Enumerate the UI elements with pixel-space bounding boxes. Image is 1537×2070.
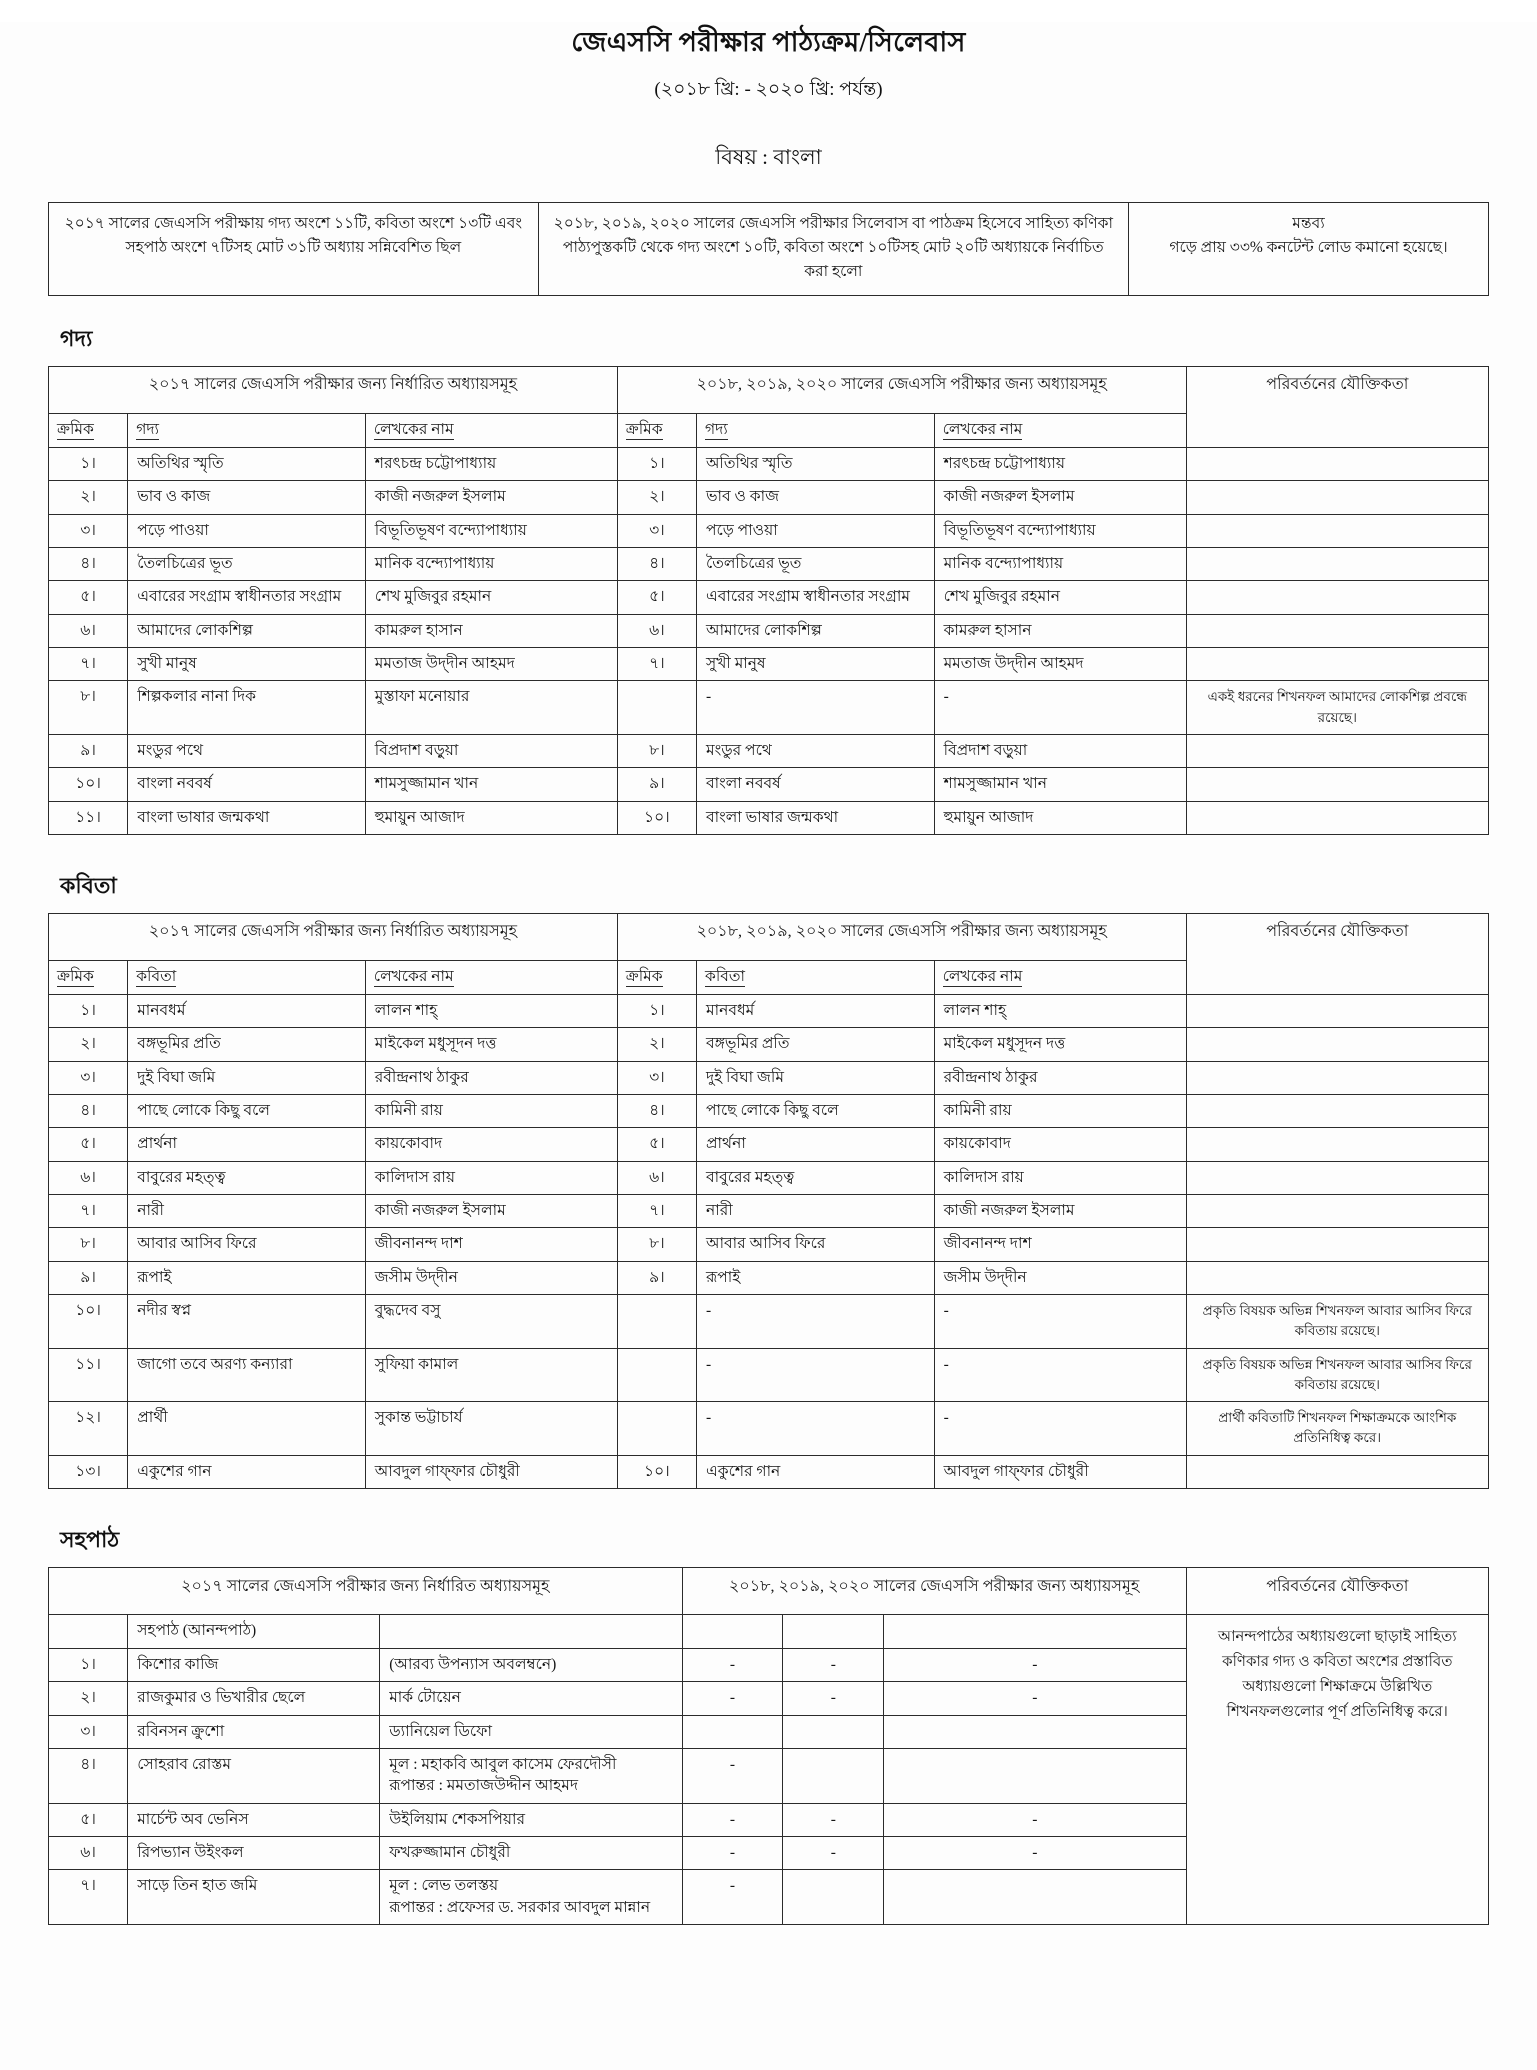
poetry-table — [48, 913, 1489, 1489]
prose-new-serial: ৮। — [617, 734, 696, 767]
prose-new-title: ভাব ও কাজ — [696, 481, 934, 514]
prose-old-serial: ৬। — [49, 614, 128, 647]
poetry-new-author: - — [934, 1295, 1186, 1349]
supp-title: কিশোর কাজি — [128, 1648, 380, 1681]
supp-justification-head: পরিবর্তনের যৌক্তিকতা — [1186, 1568, 1488, 1615]
table-row — [49, 994, 1489, 1027]
poetry-table-wrapper — [0, 913, 1537, 1489]
poetry-old-title: বাবুরের মহত্ত্ব — [128, 1161, 366, 1194]
prose-justification — [1186, 514, 1488, 547]
supplementary-table-wrapper — [0, 1567, 1537, 1925]
table-row — [49, 1615, 1489, 1648]
poetry-new-author: কায়কোবাদ — [934, 1128, 1186, 1161]
prose-justification — [1186, 768, 1488, 801]
supp-col1 — [682, 1715, 783, 1748]
poetry-new-serial: ৭। — [617, 1195, 696, 1228]
prose-old-title: বাংলা ভাষার জন্মকথা — [128, 801, 366, 834]
poetry-old-title: নদীর স্বপ্ন — [128, 1295, 366, 1349]
poetry-old-title: আবার আসিব ফিরে — [128, 1228, 366, 1261]
prose-new-serial: ৫। — [617, 581, 696, 614]
poetry-old-author: সুফিয়া কামাল — [365, 1348, 617, 1402]
poetry-new-author-head: লেখকের নাম — [934, 961, 1186, 994]
poetry-old-serial: ৭। — [49, 1195, 128, 1228]
supp-col2 — [783, 1870, 884, 1925]
poetry-old-serial: ১১। — [49, 1348, 128, 1402]
summary-new-syllabus: ২০১৮, ২০১৯, ২০২০ সালের জেএসসি পরীক্ষার সিলেবাস বা পাঠক্রম হিসেবে সাহিত্য কণিকা পাঠ্যপুস্তকটি থেকে গদ্য অংশে ১০টি, কবিতা অংশে ১০টিসহ মোট ২০টি অধ্যায়কে নির্বাচিত করা হলো — [538, 203, 1128, 296]
prose-old-title: আমাদের লোকশিল্প — [128, 614, 366, 647]
poetry-new-title: - — [696, 1348, 934, 1402]
prose-old-author-head: লেখকের নাম — [365, 414, 617, 447]
prose-new-author: - — [934, 681, 1186, 735]
poetry-new-serial: ৪। — [617, 1094, 696, 1127]
prose-table-wrapper — [0, 366, 1537, 835]
prose-new-serial: ৪। — [617, 547, 696, 580]
prose-old-title: পড়ে পাওয়া — [128, 514, 366, 547]
supp-author: (আরব্য উপন্যাস অবলম্বনে) — [380, 1648, 682, 1681]
document-page — [0, 22, 1537, 2070]
poetry-justification — [1186, 1161, 1488, 1194]
prose-new-author: শামসুজ্জামান খান — [934, 768, 1186, 801]
prose-old-author: বিপ্রদাশ বড়ুয়া — [365, 734, 617, 767]
table-row — [49, 481, 1489, 514]
supp-col2 — [783, 1748, 884, 1803]
prose-old-title: অতিথির স্মৃতি — [128, 447, 366, 480]
supp-col2: - — [783, 1803, 884, 1836]
supp-title: সাড়ে তিন হাত জমি — [128, 1870, 380, 1925]
poetry-old-serial: ৮। — [49, 1228, 128, 1261]
summary-table — [48, 202, 1489, 296]
poetry-old-title: দুই বিঘা জমি — [128, 1061, 366, 1094]
prose-old-author: মমতাজ উদ্‌দীন আহমদ — [365, 648, 617, 681]
poetry-old-serial: ১২। — [49, 1402, 128, 1456]
prose-old-group-head: ২০১৭ সালের জেএসসি পরীক্ষার জন্য নির্ধারিত অধ্যায়সমূহ — [49, 367, 618, 414]
poetry-new-title: - — [696, 1402, 934, 1456]
poetry-old-author: জসীম উদ্‌দীন — [365, 1261, 617, 1294]
table-row — [49, 734, 1489, 767]
prose-new-serial: ৭। — [617, 648, 696, 681]
poetry-old-author-head: লেখকের নাম — [365, 961, 617, 994]
table-row — [49, 1455, 1489, 1488]
table-row — [49, 1128, 1489, 1161]
prose-new-title: এবারের সংগ্রাম স্বাধীনতার সংগ্রাম — [696, 581, 934, 614]
prose-old-serial: ২। — [49, 481, 128, 514]
poetry-old-author: কাজী নজরুল ইসলাম — [365, 1195, 617, 1228]
supp-col3: - — [884, 1648, 1186, 1681]
table-row — [49, 1195, 1489, 1228]
poetry-justification — [1186, 1455, 1488, 1488]
poetry-new-author: জীবনানন্দ দাশ — [934, 1228, 1186, 1261]
prose-new-author: হুমায়ুন আজাদ — [934, 801, 1186, 834]
poetry-justification — [1186, 1195, 1488, 1228]
prose-old-title: শিল্পকলার নানা দিক — [128, 681, 366, 735]
prose-new-serial: ৬। — [617, 614, 696, 647]
supp-col2: - — [783, 1837, 884, 1870]
poetry-new-serial-head: ক্রমিক — [617, 961, 696, 994]
supp-serial: ৪। — [49, 1748, 128, 1803]
table-row — [49, 681, 1489, 735]
poetry-justification — [1186, 994, 1488, 1027]
prose-new-title: অতিথির স্মৃতি — [696, 447, 934, 480]
table-row — [49, 1161, 1489, 1194]
supp-subhead-blank — [682, 1615, 783, 1648]
poetry-old-serial: ৫। — [49, 1128, 128, 1161]
supp-subhead: সহপাঠ (আনন্দপাঠ) — [128, 1615, 380, 1648]
remark-text: গড়ে প্রায় ৩৩% কনটেন্ট লোড কমানো হয়েছে। — [1169, 239, 1448, 257]
poetry-justification: প্রকৃতি বিষয়ক অভিন্ন শিখনফল আবার আসিব ফিরে কবিতায় রয়েছে। — [1186, 1295, 1488, 1349]
prose-new-title: - — [696, 681, 934, 735]
supp-title: মার্চেন্ট অব ভেনিস — [128, 1803, 380, 1836]
prose-new-title: বাংলা নববর্ষ — [696, 768, 934, 801]
supp-col1: - — [682, 1682, 783, 1715]
poetry-new-serial: ৫। — [617, 1128, 696, 1161]
prose-justification — [1186, 581, 1488, 614]
supp-title: রাজকুমার ও ভিখারীর ছেলে — [128, 1682, 380, 1715]
poetry-justification — [1186, 1261, 1488, 1294]
poetry-justification — [1186, 1094, 1488, 1127]
poetry-new-title: প্রার্থনা — [696, 1128, 934, 1161]
poetry-old-group-head: ২০১৭ সালের জেএসসি পরীক্ষার জন্য নির্ধারিত অধ্যায়সমূহ — [49, 914, 618, 961]
prose-old-title: সুখী মানুষ — [128, 648, 366, 681]
poetry-new-author: কাজী নজরুল ইসলাম — [934, 1195, 1186, 1228]
poetry-new-title: পাছে লোকে কিছু বলে — [696, 1094, 934, 1127]
supplementary-table — [48, 1567, 1489, 1925]
page-subtitle: (২০১৮ খ্রি: - ২০২০ খ্রি: পর্যন্ত) — [654, 79, 883, 100]
prose-old-serial: ৭। — [49, 648, 128, 681]
prose-justification — [1186, 547, 1488, 580]
prose-old-title: ভাব ও কাজ — [128, 481, 366, 514]
prose-new-author: মানিক বন্দ্যোপাধ্যায় — [934, 547, 1186, 580]
supp-author: উইলিয়াম শেকসপিয়ার — [380, 1803, 682, 1836]
supp-subhead-blank — [380, 1615, 682, 1648]
table-row — [49, 801, 1489, 834]
poetry-new-serial: ২। — [617, 1028, 696, 1061]
prose-old-author: মানিক বন্দ্যোপাধ্যায় — [365, 547, 617, 580]
table-group-header-row — [49, 1568, 1489, 1615]
prose-new-serial — [617, 681, 696, 735]
prose-old-serial: ১। — [49, 447, 128, 480]
prose-old-serial-head: ক্রমিক — [49, 414, 128, 447]
poetry-new-serial: ৬। — [617, 1161, 696, 1194]
prose-old-author: মুস্তাফা মনোয়ার — [365, 681, 617, 735]
prose-new-title: তৈলচিত্রের ভূত — [696, 547, 934, 580]
prose-justification — [1186, 481, 1488, 514]
poetry-old-item-head: কবিতা — [128, 961, 366, 994]
prose-old-serial: ৩। — [49, 514, 128, 547]
poetry-old-serial-head: ক্রমিক — [49, 961, 128, 994]
poetry-new-author: মাইকেল মধুসূদন দত্ত — [934, 1028, 1186, 1061]
poetry-new-item-head: কবিতা — [696, 961, 934, 994]
poetry-old-title: নারী — [128, 1195, 366, 1228]
supp-col3 — [884, 1870, 1186, 1925]
poetry-justification: প্রার্থী কবিতাটি শিখনফল শিক্ষাক্রমকে আংশিক প্রতিনিধিত্ব করে। — [1186, 1402, 1488, 1456]
section-heading-supplementary: সহপাঠ — [60, 1527, 120, 1553]
poetry-new-author: জসীম উদ্‌দীন — [934, 1261, 1186, 1294]
table-row — [49, 1061, 1489, 1094]
summary-old-syllabus: ২০১৭ সালের জেএসসি পরীক্ষায় গদ্য অংশে ১১টি, কবিতা অংশে ১৩টি এবং সহপাঠ অংশে ৭টিসহ মোট ৩১টি অধ্যায় সন্নিবেশিত ছিল — [49, 203, 539, 296]
prose-old-title: তৈলচিত্রের ভূত — [128, 547, 366, 580]
prose-new-author: মমতাজ উদ্‌দীন আহমদ — [934, 648, 1186, 681]
table-row — [49, 768, 1489, 801]
poetry-old-author: বুদ্ধদেব বসু — [365, 1295, 617, 1349]
poetry-old-title: প্রার্থনা — [128, 1128, 366, 1161]
prose-new-author-head: লেখকের নাম — [934, 414, 1186, 447]
supp-serial: ৫। — [49, 1803, 128, 1836]
supp-title: সোহরাব রোস্তম — [128, 1748, 380, 1803]
prose-new-author: কাজী নজরুল ইসলাম — [934, 481, 1186, 514]
supp-subhead-blank — [884, 1615, 1186, 1648]
prose-new-item-head: গদ্য — [696, 414, 934, 447]
poetry-justification: প্রকৃতি বিষয়ক অভিন্ন শিখনফল আবার আসিব ফিরে কবিতায় রয়েছে। — [1186, 1348, 1488, 1402]
prose-old-title: বাংলা নববর্ষ — [128, 768, 366, 801]
supp-author: ফখরুজ্জামান চৌধুরী — [380, 1837, 682, 1870]
supp-serial: ৬। — [49, 1837, 128, 1870]
supp-col1: - — [682, 1748, 783, 1803]
poetry-old-serial: ১০। — [49, 1295, 128, 1349]
table-group-header-row — [49, 367, 1489, 414]
prose-justification — [1186, 447, 1488, 480]
supp-justification-note: আনন্দপাঠের অধ্যায়গুলো ছাড়াই সাহিত্য কণিকার গদ্য ও কবিতা অংশের প্রস্তাবিত অধ্যায়গুলো শিক্ষাক্রমে উল্লিখিত শিখনফলগুলোর পূর্ণ প্রতিনিধিত্ব করে। — [1186, 1615, 1488, 1925]
poetry-new-title: দুই বিঘা জমি — [696, 1061, 934, 1094]
prose-justification — [1186, 801, 1488, 834]
prose-old-author: শামসুজ্জামান খান — [365, 768, 617, 801]
poetry-old-author: আবদুল গাফ্‌ফার চৌধুরী — [365, 1455, 617, 1488]
poetry-new-serial: ৯। — [617, 1261, 696, 1294]
poetry-old-title: প্রার্থী — [128, 1402, 366, 1456]
prose-new-author: শেখ মুজিবুর রহমান — [934, 581, 1186, 614]
supp-subhead-blank — [783, 1615, 884, 1648]
supp-serial: ২। — [49, 1682, 128, 1715]
prose-new-author: বিপ্রদাশ বড়ুয়া — [934, 734, 1186, 767]
table-group-header-row — [49, 914, 1489, 961]
poetry-justification — [1186, 1061, 1488, 1094]
poetry-new-author: - — [934, 1402, 1186, 1456]
prose-new-title: সুখী মানুষ — [696, 648, 934, 681]
poetry-old-author: মাইকেল মধুসূদন দত্ত — [365, 1028, 617, 1061]
prose-new-serial: ৩। — [617, 514, 696, 547]
poetry-old-author: কামিনী রায় — [365, 1094, 617, 1127]
supp-col1: - — [682, 1837, 783, 1870]
supp-col3: - — [884, 1682, 1186, 1715]
poetry-new-serial — [617, 1402, 696, 1456]
supp-col3: - — [884, 1837, 1186, 1870]
prose-old-title: মংডুর পথে — [128, 734, 366, 767]
supp-col1: - — [682, 1648, 783, 1681]
prose-new-author: বিভূতিভূষণ বন্দ্যোপাধ্যায় — [934, 514, 1186, 547]
prose-new-serial: ২। — [617, 481, 696, 514]
prose-old-title: এবারের সংগ্রাম স্বাধীনতার সংগ্রাম — [128, 581, 366, 614]
table-row — [49, 203, 1489, 296]
prose-old-author: কামরুল হাসান — [365, 614, 617, 647]
prose-table — [48, 366, 1489, 835]
poetry-old-serial: ৬। — [49, 1161, 128, 1194]
supp-col2: - — [783, 1648, 884, 1681]
table-row — [49, 581, 1489, 614]
supp-title: রিপভ্যান উইংকল — [128, 1837, 380, 1870]
prose-old-serial: ১০। — [49, 768, 128, 801]
poetry-new-serial — [617, 1348, 696, 1402]
prose-new-serial-head: ক্রমিক — [617, 414, 696, 447]
subject-line: বিষয় : বাংলা — [715, 145, 822, 169]
page-title: জেএসসি পরীক্ষার পাঠ্যক্রম/সিলেবাস — [571, 27, 966, 57]
supp-author: ড্যানিয়েল ডিফো — [380, 1715, 682, 1748]
poetry-old-author: কালিদাস রায় — [365, 1161, 617, 1194]
prose-new-group-head: ২০১৮, ২০১৯, ২০২০ সালের জেএসসি পরীক্ষার জন্য অধ্যায়সমূহ — [617, 367, 1186, 414]
poetry-old-author: রবীন্দ্রনাথ ঠাকুর — [365, 1061, 617, 1094]
table-row — [49, 1348, 1489, 1402]
table-row — [49, 1028, 1489, 1061]
poetry-new-author: আবদুল গাফ্‌ফার চৌধুরী — [934, 1455, 1186, 1488]
poetry-new-group-head: ২০১৮, ২০১৯, ২০২০ সালের জেএসসি পরীক্ষার জন্য অধ্যায়সমূহ — [617, 914, 1186, 961]
poetry-old-title: পাছে লোকে কিছু বলে — [128, 1094, 366, 1127]
prose-new-serial: ১০। — [617, 801, 696, 834]
poetry-new-title: মানবধর্ম — [696, 994, 934, 1027]
prose-old-serial: ৮। — [49, 681, 128, 735]
poetry-new-serial: ৩। — [617, 1061, 696, 1094]
prose-old-author: হুমায়ুন আজাদ — [365, 801, 617, 834]
table-row — [49, 614, 1489, 647]
prose-justification — [1186, 648, 1488, 681]
poetry-justification — [1186, 1128, 1488, 1161]
poetry-new-title: রূপাই — [696, 1261, 934, 1294]
supp-col3 — [884, 1748, 1186, 1803]
poetry-old-serial: ৩। — [49, 1061, 128, 1094]
supp-col2 — [783, 1715, 884, 1748]
prose-old-author: কাজী নজরুল ইসলাম — [365, 481, 617, 514]
section-heading-poetry: কবিতা — [60, 873, 117, 899]
prose-new-author: কামরুল হাসান — [934, 614, 1186, 647]
poetry-old-author: জীবনানন্দ দাশ — [365, 1228, 617, 1261]
prose-old-serial: ১১। — [49, 801, 128, 834]
supp-col3 — [884, 1715, 1186, 1748]
summary-remark — [1128, 203, 1488, 296]
poetry-new-serial: ১। — [617, 994, 696, 1027]
table-row — [49, 1228, 1489, 1261]
poetry-new-serial: ৮। — [617, 1228, 696, 1261]
poetry-justification — [1186, 1028, 1488, 1061]
poetry-old-title: জাগো তবে অরণ্য কন্যারা — [128, 1348, 366, 1402]
prose-old-author: শেখ মুজিবুর রহমান — [365, 581, 617, 614]
poetry-old-serial: ১। — [49, 994, 128, 1027]
prose-new-author: শরৎচন্দ্র চট্টোপাধ্যায় — [934, 447, 1186, 480]
poetry-new-title: বঙ্গভূমির প্রতি — [696, 1028, 934, 1061]
section-heading-prose: গদ্য — [60, 326, 93, 352]
supp-author: মার্ক টোয়েন — [380, 1682, 682, 1715]
poetry-new-author: - — [934, 1348, 1186, 1402]
table-row — [49, 1094, 1489, 1127]
poetry-new-title: - — [696, 1295, 934, 1349]
prose-justification — [1186, 614, 1488, 647]
supp-col1: - — [682, 1870, 783, 1925]
table-row — [49, 514, 1489, 547]
poetry-old-serial: ৪। — [49, 1094, 128, 1127]
summary-table-wrapper — [0, 202, 1537, 296]
prose-new-title: বাংলা ভাষার জন্মকথা — [696, 801, 934, 834]
supp-col2: - — [783, 1682, 884, 1715]
poetry-new-author: কামিনী রায় — [934, 1094, 1186, 1127]
prose-justification-head: পরিবর্তনের যৌক্তিকতা — [1186, 367, 1488, 448]
supp-serial: ৩। — [49, 1715, 128, 1748]
poetry-new-author: লালন শাহ্‌ — [934, 994, 1186, 1027]
prose-new-serial: ১। — [617, 447, 696, 480]
table-row — [49, 648, 1489, 681]
supp-new-group-head: ২০১৮, ২০১৯, ২০২০ সালের জেএসসি পরীক্ষার জন্য অধ্যায়সমূহ — [682, 1568, 1186, 1615]
poetry-old-serial: ১৩। — [49, 1455, 128, 1488]
poetry-new-author: কালিদাস রায় — [934, 1161, 1186, 1194]
poetry-new-title: আবার আসিব ফিরে — [696, 1228, 934, 1261]
poetry-old-serial: ৯। — [49, 1261, 128, 1294]
poetry-new-title: একুশের গান — [696, 1455, 934, 1488]
poetry-justification-head: পরিবর্তনের যৌক্তিকতা — [1186, 914, 1488, 995]
poetry-new-title: নারী — [696, 1195, 934, 1228]
poetry-new-serial: ১০। — [617, 1455, 696, 1488]
prose-new-serial: ৯। — [617, 768, 696, 801]
table-row — [49, 447, 1489, 480]
supp-serial: ৭। — [49, 1870, 128, 1925]
poetry-new-serial — [617, 1295, 696, 1349]
prose-old-author: বিভূতিভূষণ বন্দ্যোপাধ্যায় — [365, 514, 617, 547]
supp-col3: - — [884, 1803, 1186, 1836]
supp-title: রবিনসন ক্রুশো — [128, 1715, 380, 1748]
prose-new-title: আমাদের লোকশিল্প — [696, 614, 934, 647]
remark-label: মন্তব্য — [1292, 215, 1325, 232]
prose-old-serial: ৯। — [49, 734, 128, 767]
poetry-new-author: রবীন্দ্রনাথ ঠাকুর — [934, 1061, 1186, 1094]
table-row — [49, 547, 1489, 580]
poetry-old-author: লালন শাহ্‌ — [365, 994, 617, 1027]
poetry-old-serial: ২। — [49, 1028, 128, 1061]
poetry-old-title: একুশের গান — [128, 1455, 366, 1488]
poetry-old-title: বঙ্গভূমির প্রতি — [128, 1028, 366, 1061]
poetry-old-author: কায়কোবাদ — [365, 1128, 617, 1161]
table-row — [49, 1261, 1489, 1294]
poetry-justification — [1186, 1228, 1488, 1261]
poetry-old-author: সুকান্ত ভট্টাচার্য — [365, 1402, 617, 1456]
prose-new-title: পড়ে পাওয়া — [696, 514, 934, 547]
supp-author: মূল : লেভ তলস্তয় রূপান্তর : প্রফেসর ড. সরকার আবদুল মান্নান — [380, 1870, 682, 1925]
prose-old-item-head: গদ্য — [128, 414, 366, 447]
supp-serial: ১। — [49, 1648, 128, 1681]
prose-new-title: মংডুর পথে — [696, 734, 934, 767]
prose-justification: একই ধরনের শিখনফল আমাদের লোকশিল্প প্রবন্ধে রয়েছে। — [1186, 681, 1488, 735]
supp-old-group-head: ২০১৭ সালের জেএসসি পরীক্ষার জন্য নির্ধারিত অধ্যায়সমূহ — [49, 1568, 683, 1615]
prose-old-author: শরৎচন্দ্র চট্টোপাধ্যায় — [365, 447, 617, 480]
supp-author: মূল : মহাকবি আবুল কাসেম ফেরদৌসী রূপান্তর : মমতাজউদ্দীন আহমদ — [380, 1748, 682, 1803]
supp-subhead-spacer — [49, 1615, 128, 1648]
table-row — [49, 1295, 1489, 1349]
prose-old-serial: ৫। — [49, 581, 128, 614]
prose-old-serial: ৪। — [49, 547, 128, 580]
poetry-new-title: বাবুরের মহত্ত্ব — [696, 1161, 934, 1194]
prose-justification — [1186, 734, 1488, 767]
supp-col1: - — [682, 1803, 783, 1836]
table-row — [49, 1402, 1489, 1456]
poetry-old-title: রূপাই — [128, 1261, 366, 1294]
poetry-old-title: মানবধর্ম — [128, 994, 366, 1027]
